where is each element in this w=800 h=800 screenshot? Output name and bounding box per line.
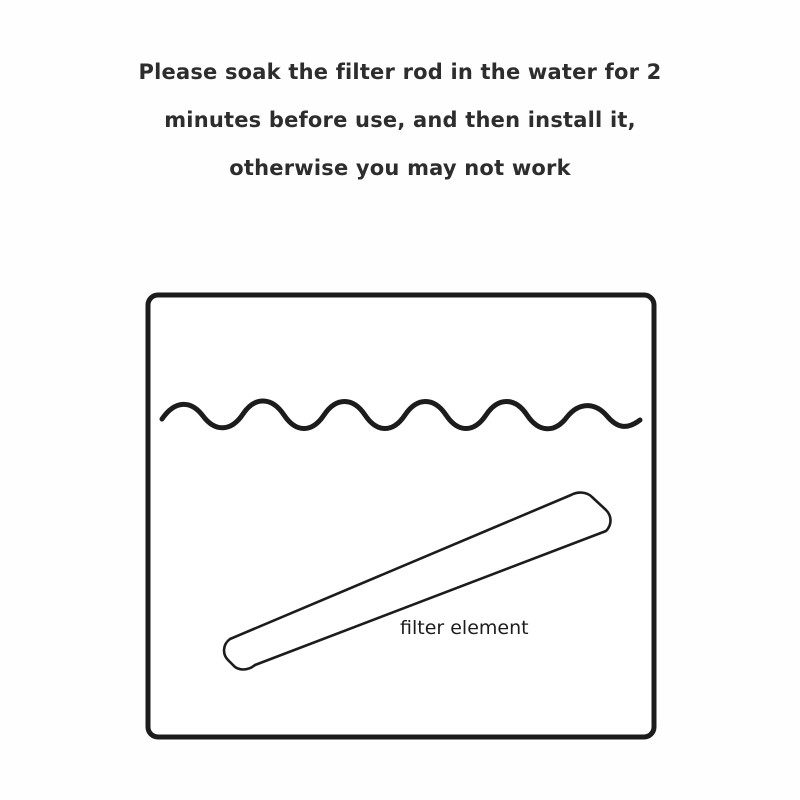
instruction-line-1: Please soak the filter rod in the water for 2 <box>138 60 662 84</box>
filter-element-label: filter element <box>400 617 529 639</box>
instruction-line-3: otherwise you may not work <box>229 156 571 180</box>
diagram-container <box>145 292 657 740</box>
instruction-line-2: minutes before use, and then install it, <box>164 108 636 132</box>
instruction-text <box>0 48 800 192</box>
diagram-svg <box>145 292 657 740</box>
